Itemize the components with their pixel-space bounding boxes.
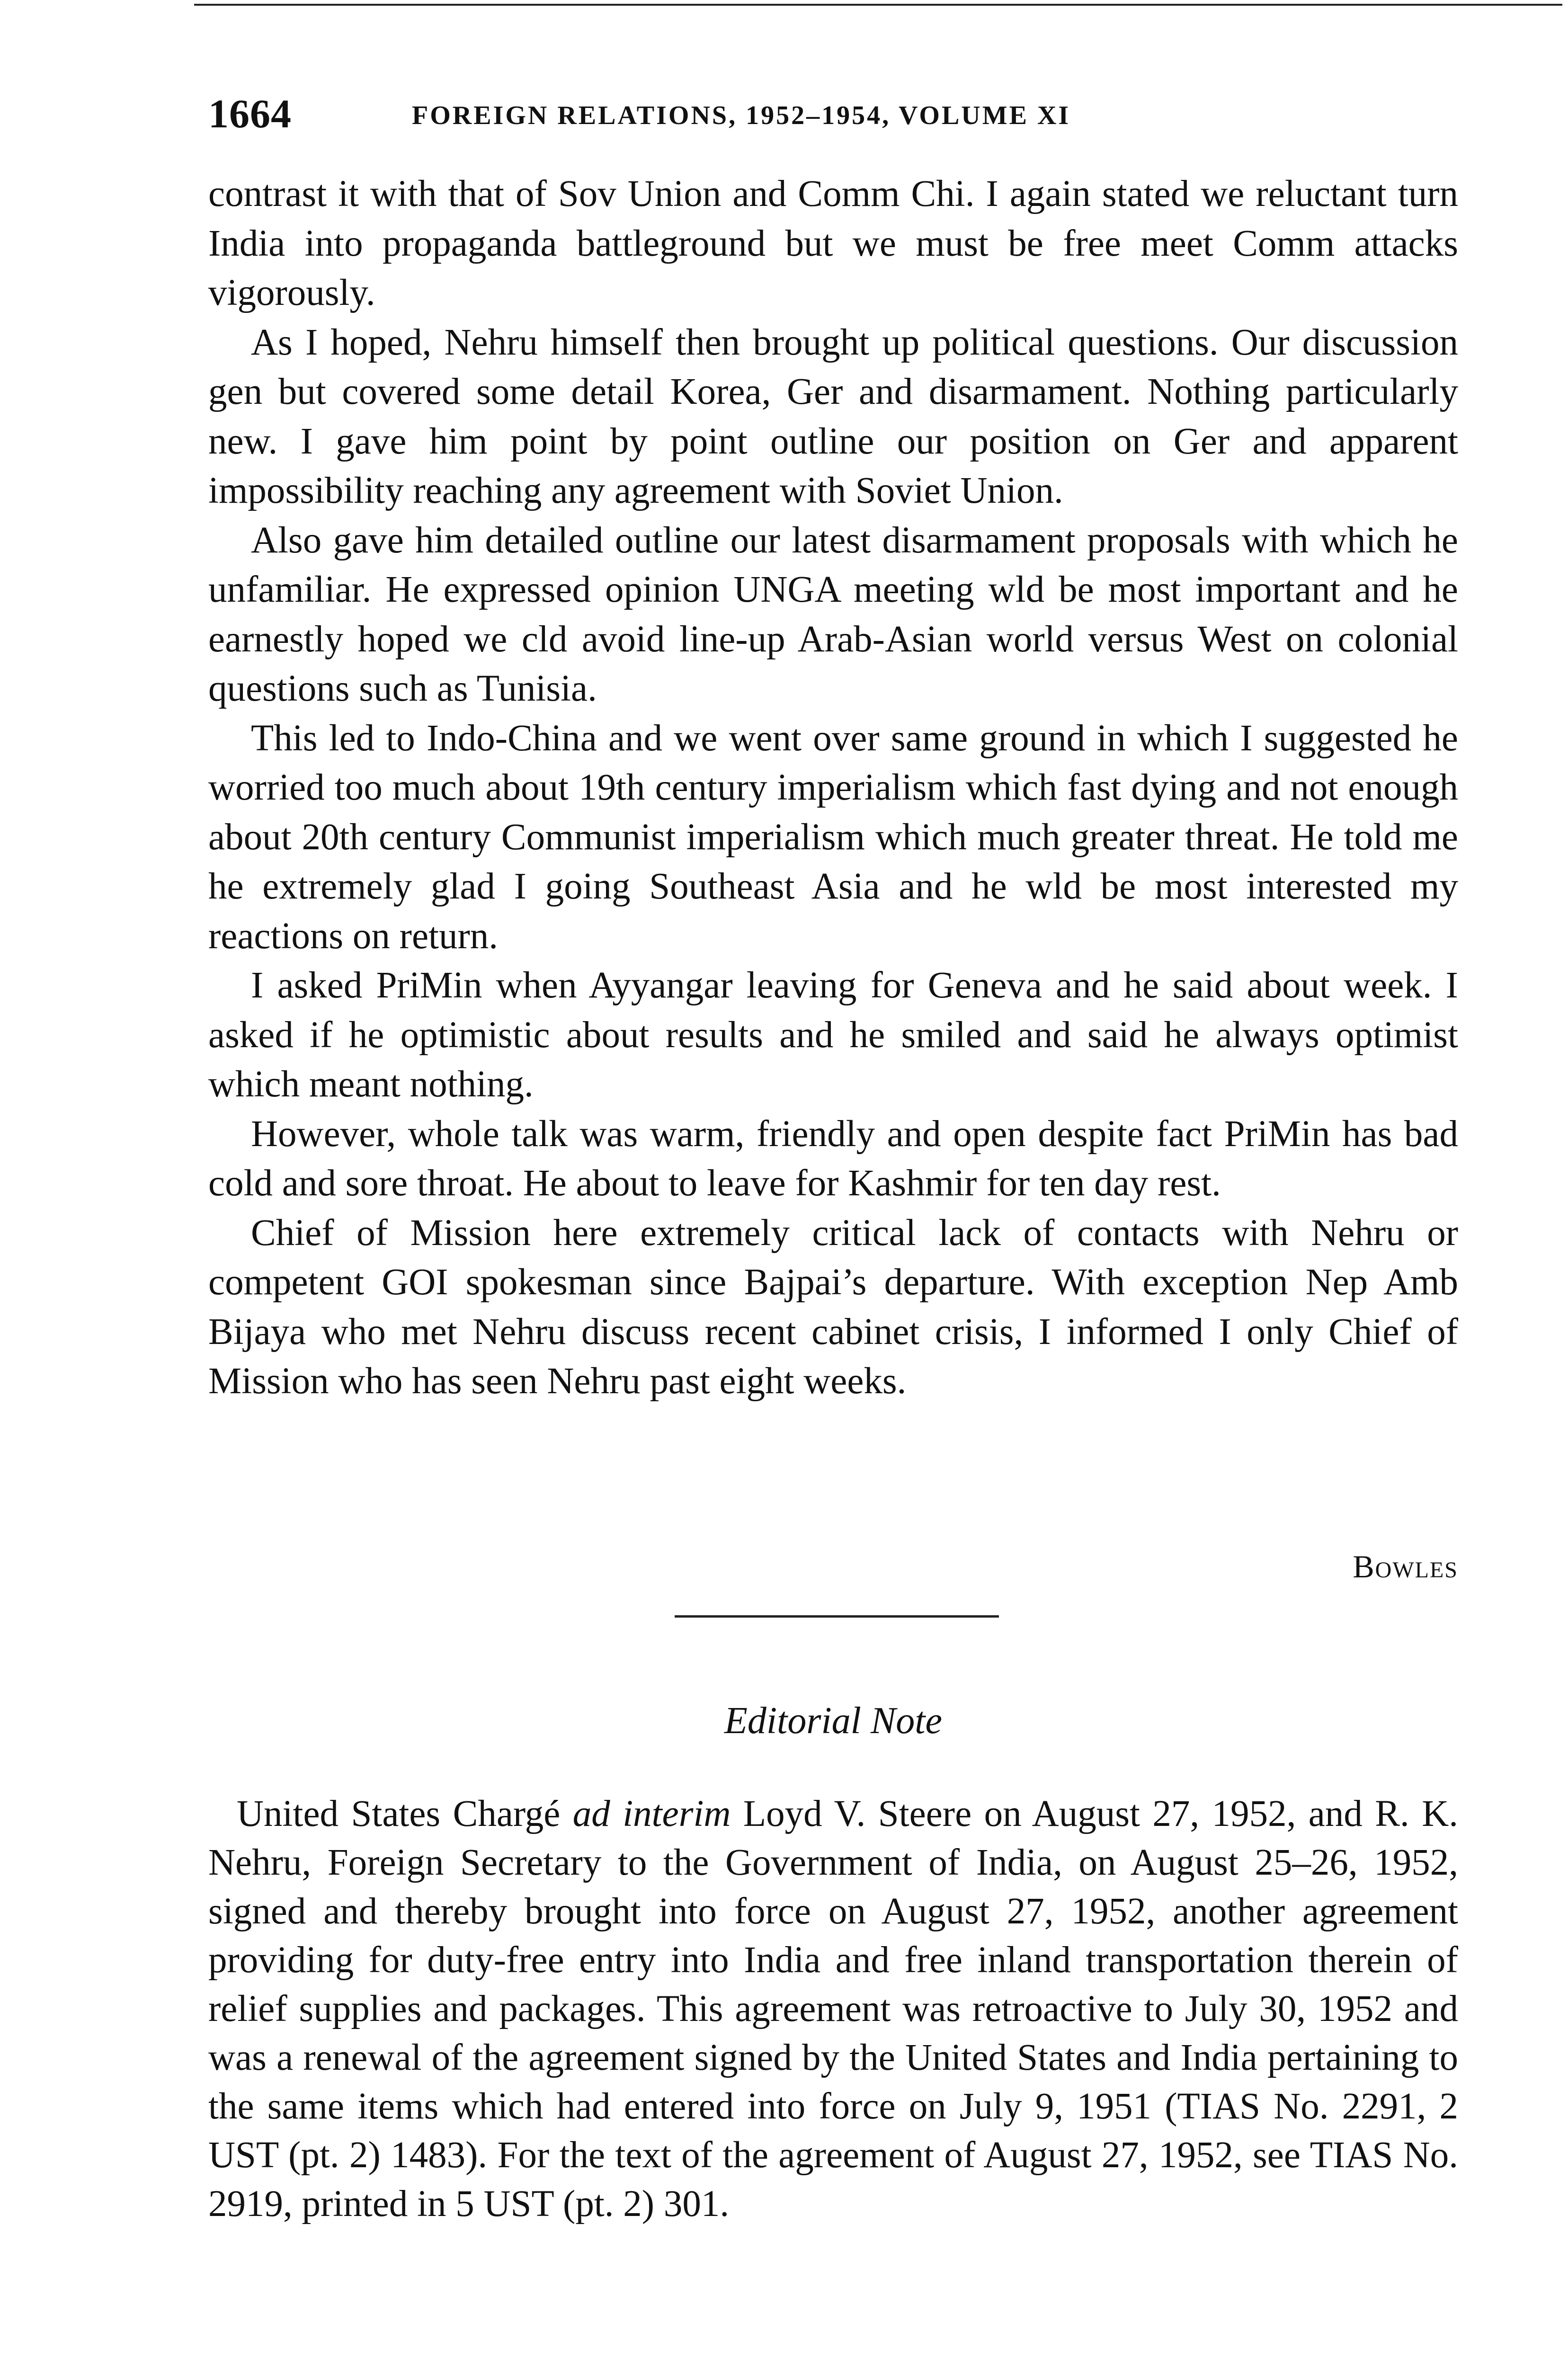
- telegram-paragraph-7: Chief of Mission here extremely critical lack of contacts with Nehru or competent GOI spokesman since Bajpai’s departure. With exception Nep Amb Bijaya who met Nehru discuss recent cabinet crisis, I informed I only Chief of Mission who has seen Nehru past eight weeks.: [208, 1212, 1458, 1402]
- editorial-note-heading: Editorial Note: [724, 1700, 942, 1742]
- editorial-text-rest: Loyd V. Steere on August 27, 1952, and R. K. Nehru, Foreign Secretary to the Government of India, on August 25–26, 1952, signed and thereby brought into force on August 27, 1952, another agreement providing for duty-free entry into India and free inland transportation therein of relief supplies and packages. This agreement was retroactive to July 30, 1952 and was a renewal of the agreement signed by the United States and India pertaining to the same items which had entered into force on July 9, 1951 (TIAS No. 2291, 2 UST (pt. 2) 1483). For the text of the agreement of August 27, 1952, see TIAS No. 2919, printed in 5 UST (pt. 2) 301.: [208, 1793, 1458, 2225]
- page-number: 1664: [208, 91, 292, 136]
- section-divider: [675, 1615, 999, 1618]
- telegram-body: [208, 169, 1458, 1406]
- signature: Bowles: [1353, 1548, 1458, 1584]
- telegram-paragraph-5: I asked PriMin when Ayyangar leaving for Geneva and he said about week. I asked if he optimistic about results and he smiled and said he always optimist which meant nothing.: [208, 965, 1458, 1105]
- running-title: FOREIGN RELATIONS, 1952–1954, VOLUME XI: [412, 101, 1071, 130]
- telegram-paragraph-3: Also gave him detailed outline our latest disarmament proposals with which he unfamiliar. He expressed opinion UNGA meeting wld be most important and he earnestly hoped we cld avoid line-up Arab-Asian world versus West on colonial questions such as Tunisia.: [208, 519, 1458, 709]
- running-head: [208, 90, 1458, 142]
- telegram-paragraph-6: However, whole talk was warm, friendly and open despite fact PriMin has bad cold and sore throat. He about to leave for Kashmir for ten day rest.: [208, 1113, 1458, 1204]
- top-edge-rule: [194, 4, 1562, 6]
- editorial-note-paragraph: [208, 1789, 1458, 2228]
- telegram-paragraph-4: This led to Indo-China and we went over same ground in which I suggested he worried too much about 19th century imperialism which fast dying and not enough about 20th century Communist imperialism which much greater threat. He told me he extremely glad I going Southeast Asia and he wld be most interested my reactions on return.: [208, 717, 1458, 957]
- editorial-note-body: [208, 1789, 1458, 2228]
- telegram-paragraph-1: contrast it with that of Sov Union and Comm Chi. I again stated we reluctant turn India into propaganda battleground but we must be free meet Comm attacks vigorously.: [208, 173, 1458, 313]
- editorial-italic-phrase: ad interim: [572, 1793, 731, 1834]
- editorial-text-start: United States Chargé: [237, 1793, 573, 1834]
- telegram-paragraph-2: As I hoped, Nehru himself then brought up political questions. Our discussion gen but covered some detail Korea, Ger and disarmament. Nothing particularly new. I gave him point by point outline our position on Ger and apparent impossibility reaching any agreement with Soviet Union.: [208, 321, 1458, 511]
